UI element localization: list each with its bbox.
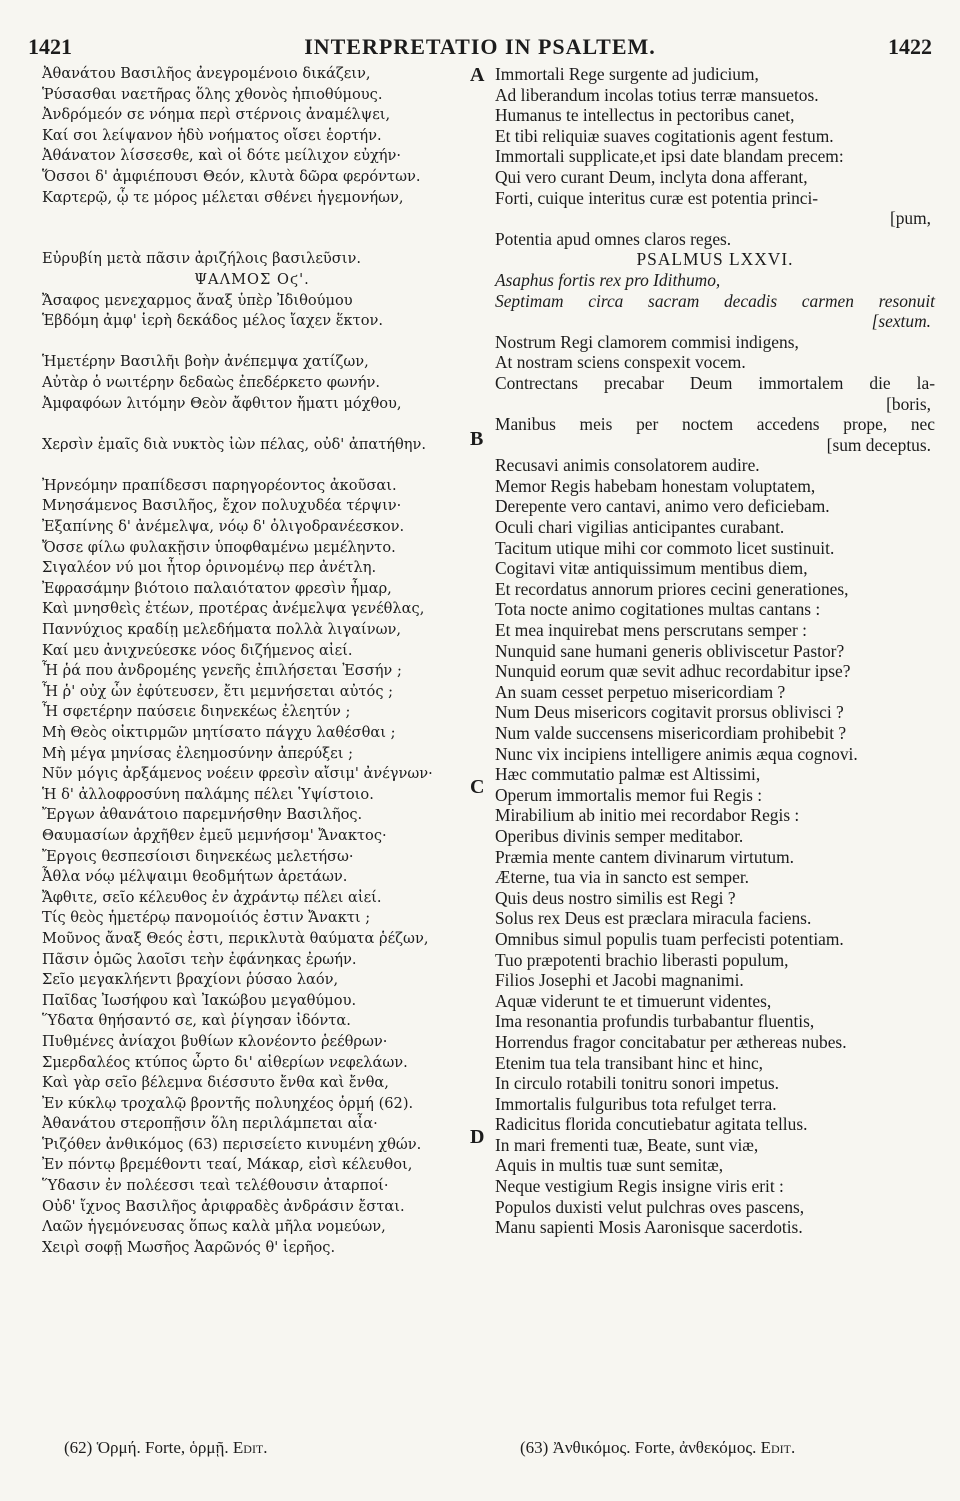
- latin-line: Præmia mente cantem divinarum virtutum.: [495, 846, 794, 867]
- greek-line: Χειρὶ σοφῇ Μωσῆος Ἀαρῶνός θ' ἱερῆος.: [42, 1238, 336, 1256]
- section-marker-a: A: [470, 64, 485, 86]
- greek-line: Ῥύσασθαι ναετῆρας ὅλης χθονὸς ἠπιοθύμους.: [42, 85, 383, 103]
- greek-line: Ἐν πόντῳ βρεμέθοντι τεαί, Μάκαρ, εἰσὶ κέλευθοι,: [42, 1156, 413, 1174]
- greek-line: Μοῦνος ἄναξ Θεός ἐστι, περικλυτὰ θαύματα ῥέζων,: [42, 929, 429, 947]
- footnote-text: (62) Ὁρμή. Forte, ὁρμῇ.: [64, 1438, 229, 1457]
- greek-line: Μὴ μέγα μηνίσας ἐλεημοσύνην ἀπερύξει ;: [42, 744, 353, 762]
- greek-line: Καὶ μνησθεὶς ἐτέων, προτέρας ἀνέμελψα γενέθλας,: [42, 600, 425, 618]
- footnote-62: [64, 1438, 268, 1458]
- latin-line: Derepente vero cantavi, animo vero deficiebam.: [495, 496, 830, 517]
- latin-psalm-heading: PSALMUS LXXVI.: [636, 249, 794, 270]
- latin-line: Radicitus florida concutiebatur agitata tellus.: [495, 1114, 808, 1135]
- page-header: [28, 34, 932, 64]
- greek-line: Μνησάμενος Βασιλῆος, ἔχον πολυχυδέα τέρψιν·: [42, 497, 402, 515]
- latin-line: Populos duxisti velut pulchras oves pascens,: [495, 1196, 805, 1217]
- greek-line: Παννύχιος κραδίῃ μελεδήματα πολλὰ λιγαίνων,: [42, 621, 402, 639]
- greek-line: Ῥιζόθεν ἀνθικόμος (63) περισείετο κινυμένη χθών.: [42, 1135, 422, 1153]
- latin-line: Ima resonantia profundis turbabantur fluentis,: [495, 1011, 815, 1032]
- greek-column: [42, 64, 462, 1258]
- latin-line: Immortali Rege surgente ad judicium,: [495, 64, 759, 84]
- latin-line: Nunc vix incipiens intelligere animis æqua cognovi.: [495, 743, 858, 764]
- greek-line: Ἀθανάτου Βασιλῆος ἀνεγρομένοιο δικάζειν,: [42, 65, 371, 82]
- greek-line: Ἐξαπίνης δ' ἀνέμελψα, νόῳ δ' ὀλιγοδρανέεσκον.: [42, 518, 405, 536]
- greek-line: Ἀθανάτου στεροπῇσιν ὅλη περιλάμπεται αἶα·: [42, 1115, 378, 1133]
- latin-line: Operibus divinis semper meditabor.: [495, 825, 744, 846]
- greek-line: Λαῶν ἡγεμόνευσας ὅπως καλὰ μῆλα νομεύων,: [42, 1218, 386, 1236]
- latin-line: Æterne, tua via in sancto est semper.: [495, 867, 750, 888]
- section-marker-b: B: [470, 428, 484, 450]
- greek-line: Ἔργοις θεσπεσίοισι διηνεκέως μελετήσω·: [42, 847, 354, 865]
- section-marker-d: D: [470, 1126, 485, 1148]
- latin-line: Potentia apud omnes claros reges.: [495, 228, 732, 249]
- greek-line: Ἆθλα νόῳ μέλψαιμι θεοδμήτων ἀρετάων.: [42, 868, 348, 886]
- latin-line: Immortali supplicate,et ipsi date blandam precem:: [495, 146, 844, 167]
- latin-line: Oculi chari vigilias anticipantes curabant.: [495, 517, 785, 538]
- latin-line-continuation: [pum,: [889, 208, 931, 229]
- latin-line: In mari frementi tuæ, Beate, sunt viæ,: [495, 1134, 759, 1155]
- latin-line: Qui vero curant Deum, inclyta dona afferant,: [495, 166, 808, 187]
- latin-line: Recusavi animis consolatorem audire.: [495, 455, 760, 476]
- greek-line: Ἦ σφετέρην παύσειε διηνεκέως ἐλεητύν ;: [42, 703, 351, 721]
- greek-line: Καί μευ ἀνιχνεύεσκε νόος διζήμενος αἰεί.: [42, 641, 353, 659]
- greek-line: Ἔργων ἀθανάτοιο παρεμνήσθην Βασιλῆος.: [42, 806, 363, 824]
- running-title: INTERPRETATIO IN PSALTEM.: [304, 34, 656, 59]
- greek-line: Ἀνδρόμεόν σε νόημα περὶ στέρνοις ἀναμέλψει,: [42, 106, 391, 124]
- latin-line: Et tibi reliquiæ suaves cogitationis agent festum.: [495, 125, 834, 146]
- greek-line: Τίς θεὸς ἡμετέρῳ πανομοίιός ἐστιν Ἄνακτι ;: [42, 909, 371, 927]
- section-marker-c: C: [470, 776, 485, 798]
- greek-line: Καὶ γὰρ σεῖο βέλεμνα διέσσυτο ἔνθα καὶ ἔνθα,: [42, 1074, 389, 1092]
- latin-line: Ad liberandum incolas totius terræ mansuetos.: [495, 84, 819, 105]
- greek-line: Ἐν κύκλῳ τροχαλῷ βροντῆς πολυηχέος ὁρμή (62).: [42, 1094, 414, 1112]
- latin-line: Et mea inquirebat mens perscrutans semper :: [495, 620, 807, 641]
- greek-line: Ἠρνεόμην πραπίδεσσι παρηγορέοντος ἀκοῦσαι.: [42, 476, 397, 494]
- greek-line: Σιγαλέον νύ μοι ἦτορ ὀρινομένῳ περ ἀνέτλη.: [42, 559, 377, 577]
- latin-line: Nunquid sane humani generis obliviscetur Pastor?: [495, 640, 845, 661]
- latin-line: Nostrum Regi clamorem commisi indigens,: [495, 331, 799, 352]
- latin-line: Solus rex Deus est præclara miracula faciens.: [495, 908, 812, 929]
- latin-line: Omnibus simul populis tuam perfecisti potentiam.: [495, 928, 844, 949]
- latin-line: Forti, cuique interitus curæ est potentia princi-: [495, 187, 819, 208]
- latin-line: An suam cesset perpetuo misericordiam ?: [495, 681, 786, 702]
- latin-line: Tuo præpotenti brachio liberasti populum,: [495, 949, 789, 970]
- latin-line: Humanus te intellectus in pectoribus canet,: [495, 105, 795, 126]
- latin-line: Num valde succensens misericordiam prohibebit ?: [495, 723, 847, 743]
- greek-line: Ἡμετέρην Βασιλῆι βοὴν ἀνέπεμψα χατίζων,: [42, 353, 369, 371]
- greek-line: Ἀθάνατον λίσσεσθε, καὶ οἱ δότε μείλιχον εὐχήν·: [42, 147, 402, 165]
- latin-line-continuation: [sum deceptus.: [826, 434, 931, 455]
- greek-line: Αὐτὰρ ὁ νωιτέρην δεδαὼς ἐπεδέρκετο φωνήν.: [42, 373, 380, 391]
- page-number-right: 1422: [888, 34, 932, 59]
- greek-line: Χερσὶν ἐμαῖς διὰ νυκτὸς ἰὼν πέλας, οὐδ' ἀπατήθην.: [42, 435, 427, 453]
- footnote-text: (63) Ἀνθικόμος. Forte, ἀνθεκόμος.: [520, 1438, 757, 1457]
- latin-line: Memor Regis habebam honestam voluptatem,: [495, 475, 816, 496]
- greek-line: Ὕδασιν ἐν πολέεσσι τεαὶ τελέθουσιν ἀταρποί·: [42, 1177, 389, 1195]
- latin-line: Et recordatus annorum priores cecini generationes,: [495, 578, 849, 599]
- latin-line-continuation: [sextum.: [871, 311, 931, 332]
- latin-line: Etenim tua tela transibant hinc et hinc,: [495, 1052, 764, 1073]
- greek-line: Μὴ Θεὸς οἰκτιρμῶν μητίσατο πάγχυ λαθέσθαι ;: [42, 724, 396, 741]
- greek-line: Ἦ ῥά που ἀνδρομέης γενεῆς ἐπιλήσεται Ἐσσήν ;: [42, 662, 402, 680]
- greek-line: Σμερδαλέος κτύπος ὦρτο δι' αἰθερίων νεφελάων.: [42, 1053, 408, 1071]
- latin-line: Num Deus misericors cogitavit prorsus oblivisci ?: [495, 702, 844, 723]
- greek-line: Ὕδατα θηήσαντό σε, καὶ ῥίγησαν ἰδόντα.: [42, 1012, 351, 1030]
- latin-line: Contrectans precabar Deum immortalem die la-: [495, 372, 935, 393]
- greek-line: Ὅσσοι δ' ἀμφιέπουσι Θεόν, κλυτὰ δῶρα φερόντων.: [42, 167, 421, 185]
- latin-line: Manu sapienti Mosis Aaronisque sacerdotis.: [495, 1217, 803, 1238]
- greek-line: Παῖδας Ἰωσήφου καὶ Ἰακώβου μεγαθύμου.: [42, 991, 357, 1009]
- latin-line: Hæc commutatio palmæ est Altissimi,: [495, 764, 761, 785]
- latin-line: Aquæ viderunt te et timuerunt videntes,: [495, 990, 772, 1011]
- greek-line: Ἐφρασάμην βιότοιο παλαιότατον φρεσὶν ἦμαρ,: [42, 579, 392, 597]
- greek-line: Ἦ ῥ' οὐχ ὧν ἐφύτευσεν, ἔτι μεμνήσεται αὐτός ;: [42, 682, 394, 700]
- latin-line: Quis deus nostro similis est Regi ?: [495, 887, 736, 908]
- latin-line: Operum immortalis memor fui Regis :: [495, 784, 763, 805]
- latin-line: Horrendus fragor concitabatur per æthereas nubes.: [495, 1031, 847, 1052]
- latin-line-continuation: [boris,: [886, 393, 931, 414]
- latin-line: At nostram sciens conspexit vocem.: [495, 352, 746, 373]
- latin-line: Neque vestigium Regis insigne viris erit :: [495, 1176, 784, 1197]
- latin-line: Cogitavi vitæ antiquissimum mentibus diem,: [495, 558, 808, 579]
- greek-line: Εὐρυβίη μετὰ πᾶσιν ἀριζήλοις βασιλεῦσιν.: [42, 250, 362, 268]
- footnote-editor: Edit.: [760, 1438, 796, 1457]
- latin-superscription: Septimam circa sacram decadis carmen resonuit: [495, 290, 935, 311]
- latin-line: Filios Josephi et Jacobi magnanimi.: [495, 970, 744, 991]
- latin-line: Nunquid eorum quæ sevit adhuc recordabitur ipse?: [495, 661, 851, 682]
- footnote-63: [520, 1438, 795, 1458]
- latin-line: Mirabilium ab initio mei recordabor Regis :: [495, 805, 800, 826]
- greek-line: Θαυμασίων ἀρχῆθεν ἐμεῦ μεμνήσομ' Ἄνακτος·: [42, 826, 387, 844]
- greek-line: Πυθμένες ἀνίαχοι βυθίων κλονέοντο ῥεέθρων·: [42, 1032, 388, 1050]
- greek-line: Ἄφθιτε, σεῖο κέλευθος ἐν ἀχράντῳ πέλει αἰεί.: [42, 888, 382, 906]
- greek-superscription: Ἄσαφος μενεχαρμος ἄναξ ὑπὲρ Ἰδιθούμου: [42, 291, 353, 309]
- latin-line: Aquis in multis tuæ sunt semitæ,: [495, 1155, 724, 1176]
- latin-line: Immortalis fulguribus tota refulget terra.: [495, 1093, 777, 1114]
- greek-line: Πᾶσιν ὁμῶς λαοῖσι τεὴν ἐφάνηκας ἐρωήν.: [42, 950, 357, 968]
- latin-line: Tacitum utique mihi cor commoto licet sustinuit.: [495, 537, 835, 558]
- footnote-editor: Edit.: [232, 1438, 268, 1457]
- greek-line: Ἡ δ' ἀλλοφροσύνη παλάμης πέλει Ὑψίστοιο.: [42, 785, 374, 803]
- greek-psalm-heading: ΨΑΛΜΟΣ Οϛ'.: [194, 270, 310, 288]
- greek-line: Ἀμφαφόων λιτόμην Θεὸν ἄφθιτον ἤματι μόχθου,: [42, 394, 402, 412]
- latin-line: Manibus meis per noctem accedens prope, nec: [495, 414, 935, 435]
- latin-line: Tota nocte animo cogitationes multas cantans :: [495, 599, 821, 620]
- greek-line: Σεῖο μεγακλήεντι βραχίονι ῥύσαο λαόν,: [42, 971, 339, 989]
- greek-superscription: Ἑβδόμη ἀμφ' ἱερὴ δεκάδος μέλος ἴαχεν ἕκτον.: [42, 312, 384, 330]
- greek-line: Καί σοι λείψανον ἡδὺ νοήματος οἴσει ἑορτήν.: [42, 126, 382, 144]
- greek-line: Καρτερῷ, ᾧ τε μόρος μέλεται σθένει ἡγεμονήων,: [42, 188, 404, 206]
- greek-line: Νῦν μόγις ἀρξάμενος νοέειν φρεσὶν αἴσιμ' ἀνέγνων·: [42, 765, 433, 783]
- greek-line: Οὐδ' ἴχνος Βασιλῆος ἀριφραδὲς ἀνδράσιν ἔσται.: [42, 1197, 405, 1215]
- latin-line: In circulo rotabili tonitru sonori impetus.: [495, 1073, 779, 1094]
- greek-line: Ὄσσε φίλω φυλακῇσιν ὑποφθαμένω μεμέληντο.: [42, 538, 396, 556]
- latin-column: [495, 64, 935, 1238]
- page-number-left: 1421: [28, 34, 72, 59]
- latin-superscription: Asaphus fortis rex pro Idithumo,: [495, 269, 721, 290]
